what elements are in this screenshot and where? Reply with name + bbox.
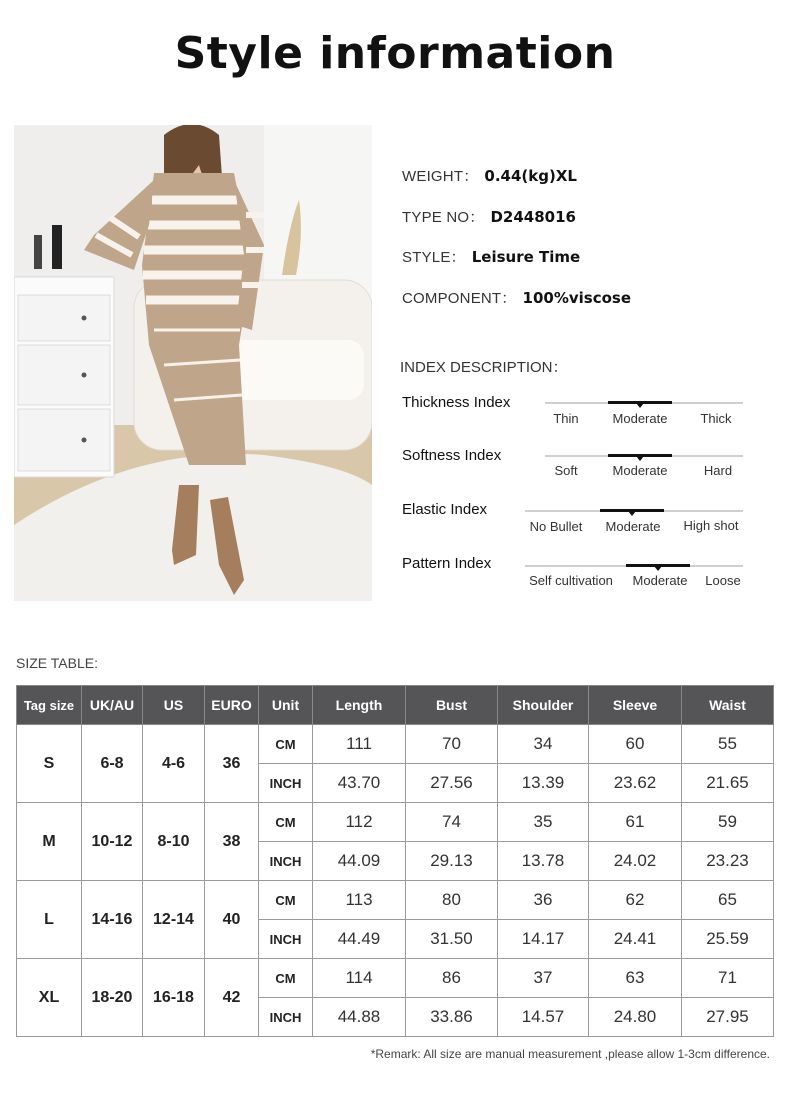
component-row xyxy=(402,287,631,308)
remark-note: *Remark: All size are manual measurement ,please allow 1-3cm difference. xyxy=(370,1047,770,1061)
type-value: D2448016 xyxy=(490,208,576,226)
header-tag-size: Tag size xyxy=(17,686,82,725)
uk-cell: 10-12 xyxy=(82,803,143,881)
elastic-tick-mid: Moderate xyxy=(605,519,661,534)
thickness-tick-mid: Moderate xyxy=(612,411,668,426)
thickness-tick-high: Thick xyxy=(700,411,732,426)
uk-cell: 18-20 xyxy=(82,959,143,1037)
shoulder-cell: 13.78 xyxy=(498,842,589,881)
header-sleeve: Sleeve xyxy=(589,686,682,725)
elastic-tick-high: High shot xyxy=(683,518,739,533)
us-cell: 8-10 xyxy=(143,803,205,881)
length-cell: 114 xyxy=(313,959,406,998)
waist-cell: 25.59 xyxy=(682,920,774,959)
style-value: Leisure Time xyxy=(471,248,581,266)
waist-cell: 59 xyxy=(682,803,774,842)
unit-cell: CM xyxy=(259,803,313,842)
softness-index-label: Softness Index xyxy=(402,447,502,464)
sleeve-cell: 60 xyxy=(589,725,682,764)
type-label: TYPE NO： xyxy=(402,209,485,226)
header-length: Length xyxy=(313,686,406,725)
type-row xyxy=(402,206,576,227)
sleeve-cell: 63 xyxy=(589,959,682,998)
euro-cell: 38 xyxy=(205,803,259,881)
weight-row xyxy=(402,165,577,186)
weight-value: 0.44(kg)XL xyxy=(484,167,577,185)
shoulder-cell: 34 xyxy=(498,725,589,764)
unit-cell: INCH xyxy=(259,920,313,959)
bust-cell: 74 xyxy=(406,803,498,842)
component-value: 100%viscose xyxy=(522,289,632,307)
pattern-index-label: Pattern Index xyxy=(402,555,492,572)
size-cell: XL xyxy=(17,959,82,1037)
table-row xyxy=(17,881,774,920)
waist-cell: 23.23 xyxy=(682,842,774,881)
unit-cell: CM xyxy=(259,959,313,998)
unit-cell: CM xyxy=(259,881,313,920)
unit-cell: INCH xyxy=(259,764,313,803)
length-cell: 43.70 xyxy=(313,764,406,803)
table-row xyxy=(17,725,774,764)
sleeve-cell: 61 xyxy=(589,803,682,842)
pattern-tick-low: Self cultivation xyxy=(529,573,613,588)
component-label: COMPONENT： xyxy=(402,290,517,307)
length-cell: 112 xyxy=(313,803,406,842)
length-cell: 44.88 xyxy=(313,998,406,1037)
sleeve-cell: 23.62 xyxy=(589,764,682,803)
uk-cell: 6-8 xyxy=(82,725,143,803)
elastic-tick-low: No Bullet xyxy=(529,519,583,534)
bust-cell: 27.56 xyxy=(406,764,498,803)
softness-tick-mid: Moderate xyxy=(612,463,668,478)
pattern-index-marker xyxy=(654,566,662,571)
length-cell: 111 xyxy=(313,725,406,764)
page-title: Style information xyxy=(174,28,616,79)
waist-cell: 55 xyxy=(682,725,774,764)
length-cell: 44.09 xyxy=(313,842,406,881)
thickness-index-marker xyxy=(636,403,644,408)
header-unit: Unit xyxy=(259,686,313,725)
bust-cell: 70 xyxy=(406,725,498,764)
size-cell: S xyxy=(17,725,82,803)
unit-cell: INCH xyxy=(259,998,313,1037)
us-cell: 12-14 xyxy=(143,881,205,959)
header-shoulder: Shoulder xyxy=(498,686,589,725)
euro-cell: 36 xyxy=(205,725,259,803)
shoulder-cell: 37 xyxy=(498,959,589,998)
thickness-index-label: Thickness Index xyxy=(402,394,511,411)
waist-cell: 65 xyxy=(682,881,774,920)
size-cell: M xyxy=(17,803,82,881)
bust-cell: 86 xyxy=(406,959,498,998)
length-cell: 113 xyxy=(313,881,406,920)
sleeve-cell: 62 xyxy=(589,881,682,920)
header-bust: Bust xyxy=(406,686,498,725)
waist-cell: 21.65 xyxy=(682,764,774,803)
shoulder-cell: 13.39 xyxy=(498,764,589,803)
header-us: US xyxy=(143,686,205,725)
elastic-index-marker xyxy=(628,511,636,516)
thickness-tick-low: Thin xyxy=(553,411,579,426)
style-row xyxy=(402,246,580,267)
elastic-index-label: Elastic Index xyxy=(402,501,488,518)
weight-label: WEIGHT： xyxy=(402,168,479,185)
euro-cell: 40 xyxy=(205,881,259,959)
header-euro: EURO xyxy=(205,686,259,725)
table-row xyxy=(17,803,774,842)
size-cell: L xyxy=(17,881,82,959)
pattern-tick-high: Loose xyxy=(705,573,741,588)
unit-cell: INCH xyxy=(259,842,313,881)
pattern-tick-mid: Moderate xyxy=(632,573,688,588)
length-cell: 44.49 xyxy=(313,920,406,959)
size-table-label: SIZE TABLE: xyxy=(16,655,98,671)
bust-cell: 33.86 xyxy=(406,998,498,1037)
header-waist: Waist xyxy=(682,686,774,725)
product-photo xyxy=(14,125,372,601)
size-table-header xyxy=(17,686,774,725)
euro-cell: 42 xyxy=(205,959,259,1037)
bust-cell: 29.13 xyxy=(406,842,498,881)
index-description-title: INDEX DESCRIPTION： xyxy=(400,359,568,376)
sleeve-cell: 24.02 xyxy=(589,842,682,881)
us-cell: 4-6 xyxy=(143,725,205,803)
shoulder-cell: 36 xyxy=(498,881,589,920)
shoulder-cell: 14.17 xyxy=(498,920,589,959)
unit-cell: CM xyxy=(259,725,313,764)
sleeve-cell: 24.80 xyxy=(589,998,682,1037)
shoulder-cell: 35 xyxy=(498,803,589,842)
sleeve-cell: 24.41 xyxy=(589,920,682,959)
us-cell: 16-18 xyxy=(143,959,205,1037)
bust-cell: 31.50 xyxy=(406,920,498,959)
bust-cell: 80 xyxy=(406,881,498,920)
softness-index-marker xyxy=(636,456,644,461)
table-row xyxy=(17,959,774,998)
uk-cell: 14-16 xyxy=(82,881,143,959)
header-uk-au: UK/AU xyxy=(82,686,143,725)
waist-cell: 27.95 xyxy=(682,998,774,1037)
softness-tick-low: Soft xyxy=(554,463,578,478)
shoulder-cell: 14.57 xyxy=(498,998,589,1037)
size-table xyxy=(16,685,774,1037)
softness-tick-high: Hard xyxy=(703,463,733,478)
style-label: STYLE： xyxy=(402,249,466,266)
waist-cell: 71 xyxy=(682,959,774,998)
